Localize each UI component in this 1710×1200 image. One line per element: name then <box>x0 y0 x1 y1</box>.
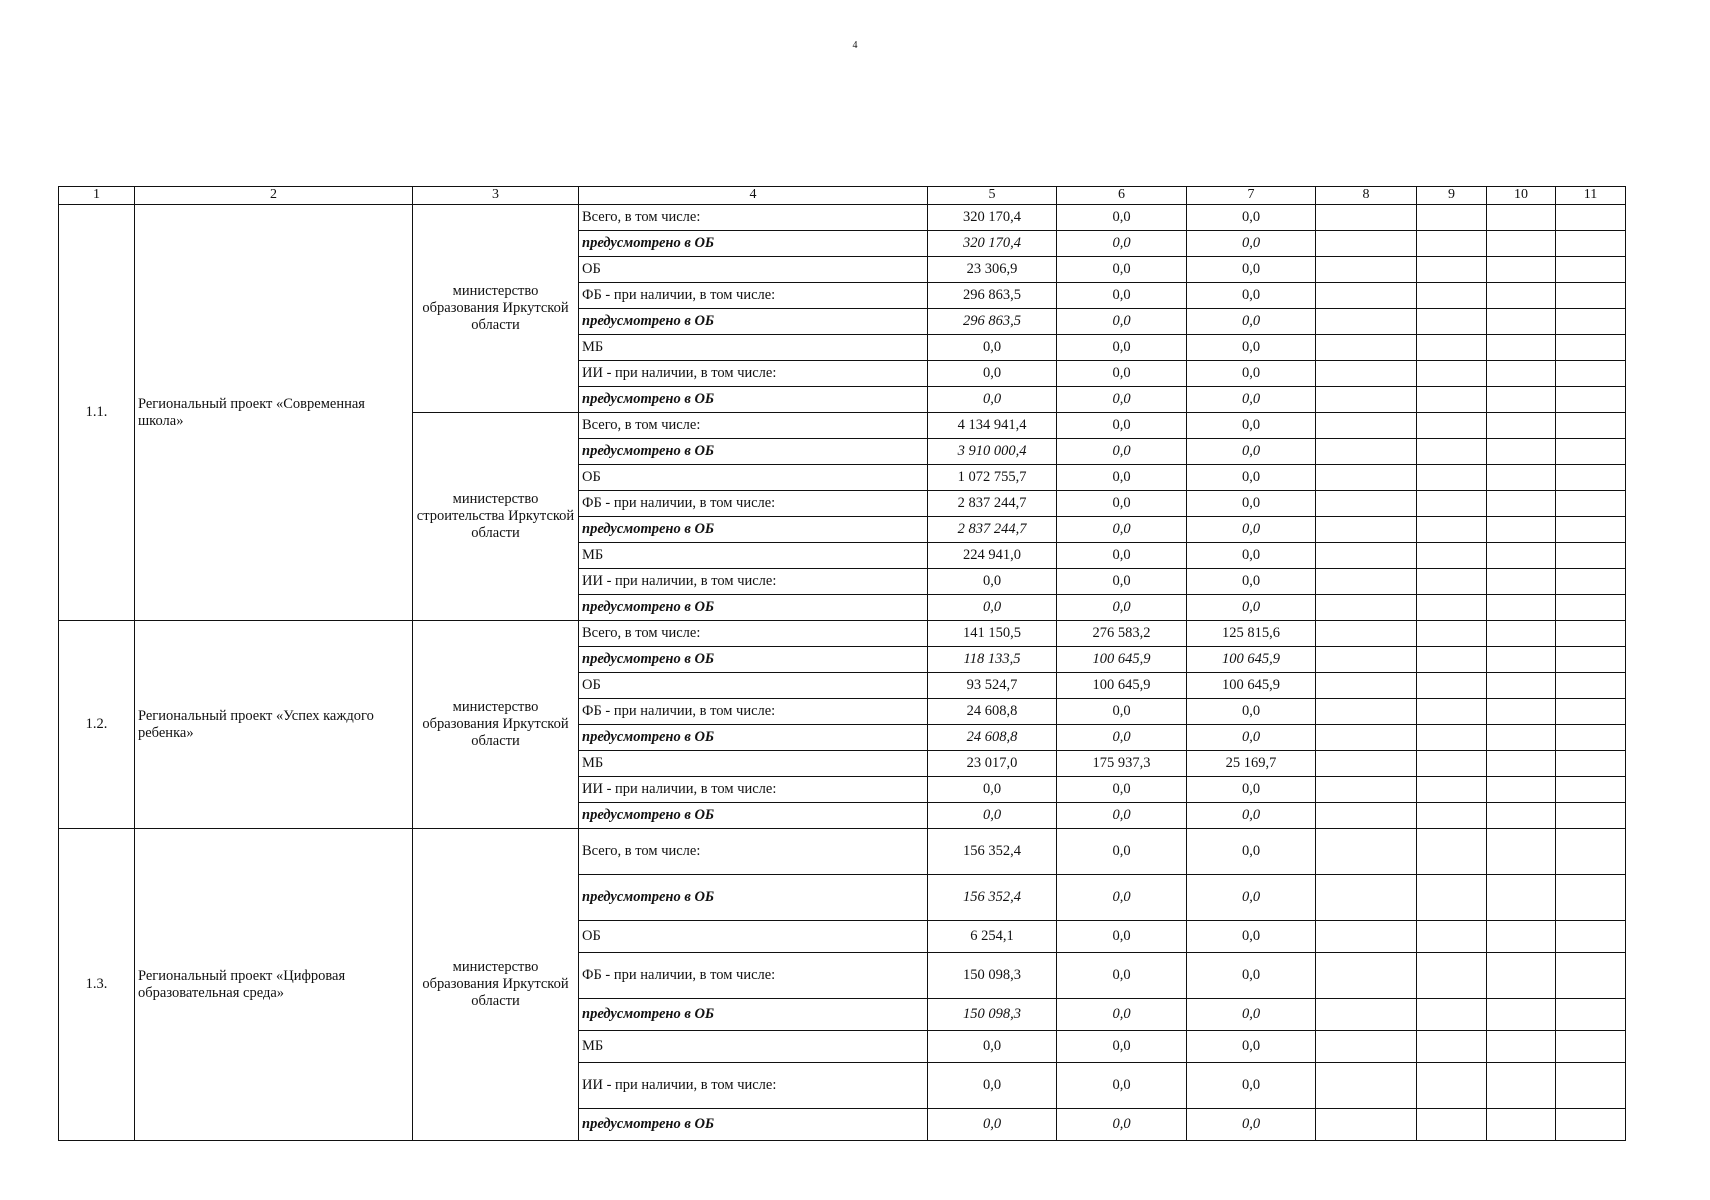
column-number: 2 <box>135 187 413 205</box>
value-col-11 <box>1556 699 1626 725</box>
value-col-5: 0,0 <box>928 1063 1057 1109</box>
value-col-9 <box>1417 725 1487 751</box>
value-col-9 <box>1417 361 1487 387</box>
value-col-5: 150 098,3 <box>928 999 1057 1031</box>
value-col-9 <box>1417 1063 1487 1109</box>
value-col-8 <box>1316 257 1417 283</box>
value-col-7: 0,0 <box>1187 309 1316 335</box>
value-col-10 <box>1487 647 1556 673</box>
responsible-executor: министерство образования Иркутской области <box>413 621 579 829</box>
value-col-10 <box>1487 1063 1556 1109</box>
value-col-8 <box>1316 569 1417 595</box>
column-number: 8 <box>1316 187 1417 205</box>
value-col-11 <box>1556 875 1626 921</box>
value-col-6: 0,0 <box>1057 921 1187 953</box>
value-col-9 <box>1417 517 1487 543</box>
value-col-5: 320 170,4 <box>928 205 1057 231</box>
value-col-8 <box>1316 491 1417 517</box>
value-col-5: 141 150,5 <box>928 621 1057 647</box>
value-col-8 <box>1316 413 1417 439</box>
value-col-5: 23 017,0 <box>928 751 1057 777</box>
funding-source-label: ОБ <box>579 921 928 953</box>
value-col-5: 24 608,8 <box>928 699 1057 725</box>
table-row <box>59 829 1626 875</box>
value-col-7: 0,0 <box>1187 231 1316 257</box>
value-col-11 <box>1556 569 1626 595</box>
value-col-9 <box>1417 777 1487 803</box>
value-col-11 <box>1556 283 1626 309</box>
value-col-9 <box>1417 413 1487 439</box>
column-number: 10 <box>1487 187 1556 205</box>
value-col-10 <box>1487 491 1556 517</box>
value-col-6: 0,0 <box>1057 257 1187 283</box>
value-col-8 <box>1316 1109 1417 1141</box>
section-name: Региональный проект «Современная школа» <box>135 205 413 621</box>
value-col-10 <box>1487 1109 1556 1141</box>
value-col-5: 3 910 000,4 <box>928 439 1057 465</box>
value-col-11 <box>1556 777 1626 803</box>
value-col-6: 100 645,9 <box>1057 647 1187 673</box>
value-col-5: 296 863,5 <box>928 309 1057 335</box>
value-col-10 <box>1487 673 1556 699</box>
value-col-5: 0,0 <box>928 1031 1057 1063</box>
value-col-6: 0,0 <box>1057 725 1187 751</box>
value-col-9 <box>1417 491 1487 517</box>
responsible-executor: министерство образования Иркутской области <box>413 829 579 1141</box>
funding-source-label: предусмотрено в ОБ <box>579 999 928 1031</box>
responsible-executor: министерство образования Иркутской области <box>413 205 579 413</box>
value-col-6: 0,0 <box>1057 953 1187 999</box>
value-col-6: 0,0 <box>1057 1109 1187 1141</box>
value-col-8 <box>1316 205 1417 231</box>
value-col-8 <box>1316 387 1417 413</box>
value-col-10 <box>1487 777 1556 803</box>
value-col-10 <box>1487 921 1556 953</box>
value-col-5: 156 352,4 <box>928 875 1057 921</box>
value-col-8 <box>1316 231 1417 257</box>
value-col-5: 2 837 244,7 <box>928 491 1057 517</box>
value-col-7: 0,0 <box>1187 595 1316 621</box>
value-col-5: 2 837 244,7 <box>928 517 1057 543</box>
value-col-10 <box>1487 595 1556 621</box>
value-col-5: 0,0 <box>928 361 1057 387</box>
value-col-7: 0,0 <box>1187 1109 1316 1141</box>
value-col-5: 224 941,0 <box>928 543 1057 569</box>
value-col-5: 0,0 <box>928 335 1057 361</box>
value-col-8 <box>1316 1031 1417 1063</box>
value-col-7: 0,0 <box>1187 803 1316 829</box>
value-col-10 <box>1487 803 1556 829</box>
value-col-8 <box>1316 283 1417 309</box>
value-col-11 <box>1556 1031 1626 1063</box>
value-col-6: 0,0 <box>1057 309 1187 335</box>
value-col-5: 0,0 <box>928 595 1057 621</box>
value-col-7: 0,0 <box>1187 725 1316 751</box>
value-col-5: 23 306,9 <box>928 257 1057 283</box>
funding-source-label: предусмотрено в ОБ <box>579 309 928 335</box>
value-col-10 <box>1487 751 1556 777</box>
value-col-9 <box>1417 543 1487 569</box>
value-col-8 <box>1316 699 1417 725</box>
funding-source-label: предусмотрено в ОБ <box>579 439 928 465</box>
value-col-10 <box>1487 231 1556 257</box>
section-name: Региональный проект «Успех каждого ребенка» <box>135 621 413 829</box>
funding-source-label: предусмотрено в ОБ <box>579 595 928 621</box>
funding-source-label: ФБ - при наличии, в том числе: <box>579 283 928 309</box>
value-col-5: 0,0 <box>928 387 1057 413</box>
value-col-8 <box>1316 673 1417 699</box>
value-col-10 <box>1487 387 1556 413</box>
value-col-6: 0,0 <box>1057 335 1187 361</box>
value-col-11 <box>1556 491 1626 517</box>
value-col-7: 0,0 <box>1187 569 1316 595</box>
value-col-8 <box>1316 621 1417 647</box>
value-col-7: 0,0 <box>1187 829 1316 875</box>
value-col-10 <box>1487 569 1556 595</box>
value-col-11 <box>1556 999 1626 1031</box>
funding-source-label: Всего, в том числе: <box>579 205 928 231</box>
value-col-9 <box>1417 999 1487 1031</box>
funding-source-label: ОБ <box>579 465 928 491</box>
table-row <box>59 621 1626 647</box>
value-col-6: 0,0 <box>1057 803 1187 829</box>
value-col-6: 0,0 <box>1057 829 1187 875</box>
value-col-6: 0,0 <box>1057 231 1187 257</box>
value-col-7: 0,0 <box>1187 699 1316 725</box>
value-col-6: 0,0 <box>1057 465 1187 491</box>
section-code: 1.3. <box>59 829 135 1141</box>
value-col-7: 0,0 <box>1187 335 1316 361</box>
value-col-5: 0,0 <box>928 777 1057 803</box>
value-col-10 <box>1487 361 1556 387</box>
value-col-11 <box>1556 751 1626 777</box>
value-col-11 <box>1556 595 1626 621</box>
funding-source-label: предусмотрено в ОБ <box>579 647 928 673</box>
funding-source-label: ИИ - при наличии, в том числе: <box>579 777 928 803</box>
responsible-executor: министерство строительства Иркутской области <box>413 413 579 621</box>
funding-source-label: ИИ - при наличии, в том числе: <box>579 1063 928 1109</box>
funding-source-label: предусмотрено в ОБ <box>579 387 928 413</box>
value-col-9 <box>1417 751 1487 777</box>
value-col-7: 0,0 <box>1187 413 1316 439</box>
table-row <box>59 205 1626 231</box>
value-col-6: 0,0 <box>1057 777 1187 803</box>
value-col-6: 276 583,2 <box>1057 621 1187 647</box>
value-col-9 <box>1417 387 1487 413</box>
value-col-7: 0,0 <box>1187 1031 1316 1063</box>
value-col-8 <box>1316 751 1417 777</box>
value-col-8 <box>1316 725 1417 751</box>
value-col-7: 0,0 <box>1187 517 1316 543</box>
column-number: 1 <box>59 187 135 205</box>
funding-source-label: ФБ - при наличии, в том числе: <box>579 491 928 517</box>
value-col-8 <box>1316 361 1417 387</box>
value-col-6: 100 645,9 <box>1057 673 1187 699</box>
value-col-5: 1 072 755,7 <box>928 465 1057 491</box>
value-col-11 <box>1556 257 1626 283</box>
value-col-8 <box>1316 953 1417 999</box>
value-col-5: 156 352,4 <box>928 829 1057 875</box>
funding-source-label: ИИ - при наличии, в том числе: <box>579 569 928 595</box>
value-col-10 <box>1487 829 1556 875</box>
column-number: 9 <box>1417 187 1487 205</box>
funding-source-label: МБ <box>579 1031 928 1063</box>
value-col-7: 25 169,7 <box>1187 751 1316 777</box>
value-col-5: 0,0 <box>928 569 1057 595</box>
funding-source-label: предусмотрено в ОБ <box>579 517 928 543</box>
funding-source-label: Всего, в том числе: <box>579 413 928 439</box>
value-col-8 <box>1316 309 1417 335</box>
value-col-11 <box>1556 1063 1626 1109</box>
value-col-9 <box>1417 335 1487 361</box>
value-col-11 <box>1556 361 1626 387</box>
value-col-6: 0,0 <box>1057 517 1187 543</box>
value-col-6: 0,0 <box>1057 543 1187 569</box>
value-col-7: 0,0 <box>1187 465 1316 491</box>
value-col-8 <box>1316 335 1417 361</box>
value-col-9 <box>1417 439 1487 465</box>
column-number: 6 <box>1057 187 1187 205</box>
value-col-11 <box>1556 647 1626 673</box>
value-col-10 <box>1487 725 1556 751</box>
budget-table <box>58 186 1626 1141</box>
value-col-10 <box>1487 309 1556 335</box>
value-col-5: 4 134 941,4 <box>928 413 1057 439</box>
section-name: Региональный проект «Цифровая образовательная среда» <box>135 829 413 1141</box>
value-col-7: 0,0 <box>1187 1063 1316 1109</box>
value-col-9 <box>1417 803 1487 829</box>
value-col-10 <box>1487 257 1556 283</box>
value-col-10 <box>1487 517 1556 543</box>
value-col-7: 0,0 <box>1187 205 1316 231</box>
funding-source-label: ОБ <box>579 257 928 283</box>
value-col-8 <box>1316 999 1417 1031</box>
value-col-11 <box>1556 205 1626 231</box>
value-col-8 <box>1316 543 1417 569</box>
value-col-11 <box>1556 829 1626 875</box>
value-col-6: 0,0 <box>1057 413 1187 439</box>
value-col-11 <box>1556 543 1626 569</box>
value-col-10 <box>1487 953 1556 999</box>
value-col-7: 0,0 <box>1187 999 1316 1031</box>
value-col-10 <box>1487 543 1556 569</box>
value-col-9 <box>1417 953 1487 999</box>
value-col-9 <box>1417 1109 1487 1141</box>
value-col-7: 0,0 <box>1187 921 1316 953</box>
funding-source-label: ФБ - при наличии, в том числе: <box>579 699 928 725</box>
value-col-6: 0,0 <box>1057 595 1187 621</box>
funding-source-label: МБ <box>579 543 928 569</box>
value-col-6: 0,0 <box>1057 569 1187 595</box>
value-col-8 <box>1316 777 1417 803</box>
value-col-7: 100 645,9 <box>1187 673 1316 699</box>
value-col-9 <box>1417 829 1487 875</box>
value-col-6: 0,0 <box>1057 1031 1187 1063</box>
section-code: 1.2. <box>59 621 135 829</box>
value-col-11 <box>1556 725 1626 751</box>
value-col-6: 0,0 <box>1057 999 1187 1031</box>
value-col-10 <box>1487 621 1556 647</box>
value-col-8 <box>1316 517 1417 543</box>
funding-source-label: Всего, в том числе: <box>579 829 928 875</box>
value-col-10 <box>1487 205 1556 231</box>
value-col-7: 0,0 <box>1187 361 1316 387</box>
value-col-5: 118 133,5 <box>928 647 1057 673</box>
value-col-10 <box>1487 465 1556 491</box>
value-col-9 <box>1417 673 1487 699</box>
value-col-9 <box>1417 621 1487 647</box>
value-col-11 <box>1556 413 1626 439</box>
value-col-8 <box>1316 439 1417 465</box>
funding-source-label: МБ <box>579 335 928 361</box>
value-col-7: 100 645,9 <box>1187 647 1316 673</box>
value-col-6: 0,0 <box>1057 387 1187 413</box>
value-col-9 <box>1417 595 1487 621</box>
value-col-9 <box>1417 1031 1487 1063</box>
value-col-5: 0,0 <box>928 803 1057 829</box>
funding-source-label: предусмотрено в ОБ <box>579 875 928 921</box>
value-col-7: 0,0 <box>1187 387 1316 413</box>
value-col-10 <box>1487 699 1556 725</box>
value-col-6: 0,0 <box>1057 439 1187 465</box>
value-col-11 <box>1556 1109 1626 1141</box>
funding-source-label: Всего, в том числе: <box>579 621 928 647</box>
value-col-7: 0,0 <box>1187 283 1316 309</box>
funding-source-label: предусмотрено в ОБ <box>579 803 928 829</box>
column-number: 11 <box>1556 187 1626 205</box>
value-col-10 <box>1487 875 1556 921</box>
funding-source-label: МБ <box>579 751 928 777</box>
value-col-5: 6 254,1 <box>928 921 1057 953</box>
value-col-11 <box>1556 439 1626 465</box>
column-number: 3 <box>413 187 579 205</box>
value-col-10 <box>1487 413 1556 439</box>
column-number-header-row <box>59 187 1626 205</box>
value-col-8 <box>1316 803 1417 829</box>
value-col-11 <box>1556 387 1626 413</box>
funding-source-label: ФБ - при наличии, в том числе: <box>579 953 928 999</box>
value-col-9 <box>1417 647 1487 673</box>
value-col-6: 0,0 <box>1057 699 1187 725</box>
funding-source-label: предусмотрено в ОБ <box>579 231 928 257</box>
value-col-7: 0,0 <box>1187 875 1316 921</box>
value-col-9 <box>1417 921 1487 953</box>
column-number: 5 <box>928 187 1057 205</box>
value-col-9 <box>1417 309 1487 335</box>
column-number: 7 <box>1187 187 1316 205</box>
value-col-7: 0,0 <box>1187 543 1316 569</box>
value-col-6: 0,0 <box>1057 491 1187 517</box>
value-col-6: 0,0 <box>1057 205 1187 231</box>
page-number: 4 <box>852 40 858 51</box>
value-col-11 <box>1556 517 1626 543</box>
value-col-9 <box>1417 569 1487 595</box>
value-col-5: 296 863,5 <box>928 283 1057 309</box>
value-col-11 <box>1556 621 1626 647</box>
value-col-5: 150 098,3 <box>928 953 1057 999</box>
value-col-7: 0,0 <box>1187 491 1316 517</box>
value-col-9 <box>1417 205 1487 231</box>
value-col-5: 320 170,4 <box>928 231 1057 257</box>
value-col-8 <box>1316 1063 1417 1109</box>
value-col-10 <box>1487 1031 1556 1063</box>
value-col-11 <box>1556 921 1626 953</box>
section-code: 1.1. <box>59 205 135 621</box>
value-col-11 <box>1556 309 1626 335</box>
value-col-9 <box>1417 699 1487 725</box>
value-col-9 <box>1417 257 1487 283</box>
value-col-8 <box>1316 921 1417 953</box>
funding-source-label: предусмотрено в ОБ <box>579 1109 928 1141</box>
value-col-8 <box>1316 875 1417 921</box>
value-col-6: 0,0 <box>1057 875 1187 921</box>
value-col-7: 125 815,6 <box>1187 621 1316 647</box>
value-col-5: 93 524,7 <box>928 673 1057 699</box>
value-col-8 <box>1316 465 1417 491</box>
value-col-9 <box>1417 231 1487 257</box>
value-col-9 <box>1417 465 1487 491</box>
value-col-7: 0,0 <box>1187 777 1316 803</box>
value-col-6: 0,0 <box>1057 361 1187 387</box>
value-col-10 <box>1487 335 1556 361</box>
value-col-11 <box>1556 231 1626 257</box>
value-col-10 <box>1487 999 1556 1031</box>
value-col-11 <box>1556 953 1626 999</box>
value-col-5: 24 608,8 <box>928 725 1057 751</box>
funding-source-label: ОБ <box>579 673 928 699</box>
funding-source-label: предусмотрено в ОБ <box>579 725 928 751</box>
value-col-11 <box>1556 465 1626 491</box>
funding-source-label: ИИ - при наличии, в том числе: <box>579 361 928 387</box>
value-col-8 <box>1316 595 1417 621</box>
value-col-7: 0,0 <box>1187 439 1316 465</box>
value-col-6: 0,0 <box>1057 1063 1187 1109</box>
value-col-9 <box>1417 875 1487 921</box>
value-col-10 <box>1487 283 1556 309</box>
value-col-9 <box>1417 283 1487 309</box>
value-col-10 <box>1487 439 1556 465</box>
value-col-5: 0,0 <box>928 1109 1057 1141</box>
value-col-6: 175 937,3 <box>1057 751 1187 777</box>
value-col-7: 0,0 <box>1187 257 1316 283</box>
value-col-7: 0,0 <box>1187 953 1316 999</box>
value-col-6: 0,0 <box>1057 283 1187 309</box>
value-col-11 <box>1556 803 1626 829</box>
value-col-8 <box>1316 647 1417 673</box>
value-col-11 <box>1556 335 1626 361</box>
value-col-11 <box>1556 673 1626 699</box>
column-number: 4 <box>579 187 928 205</box>
value-col-8 <box>1316 829 1417 875</box>
